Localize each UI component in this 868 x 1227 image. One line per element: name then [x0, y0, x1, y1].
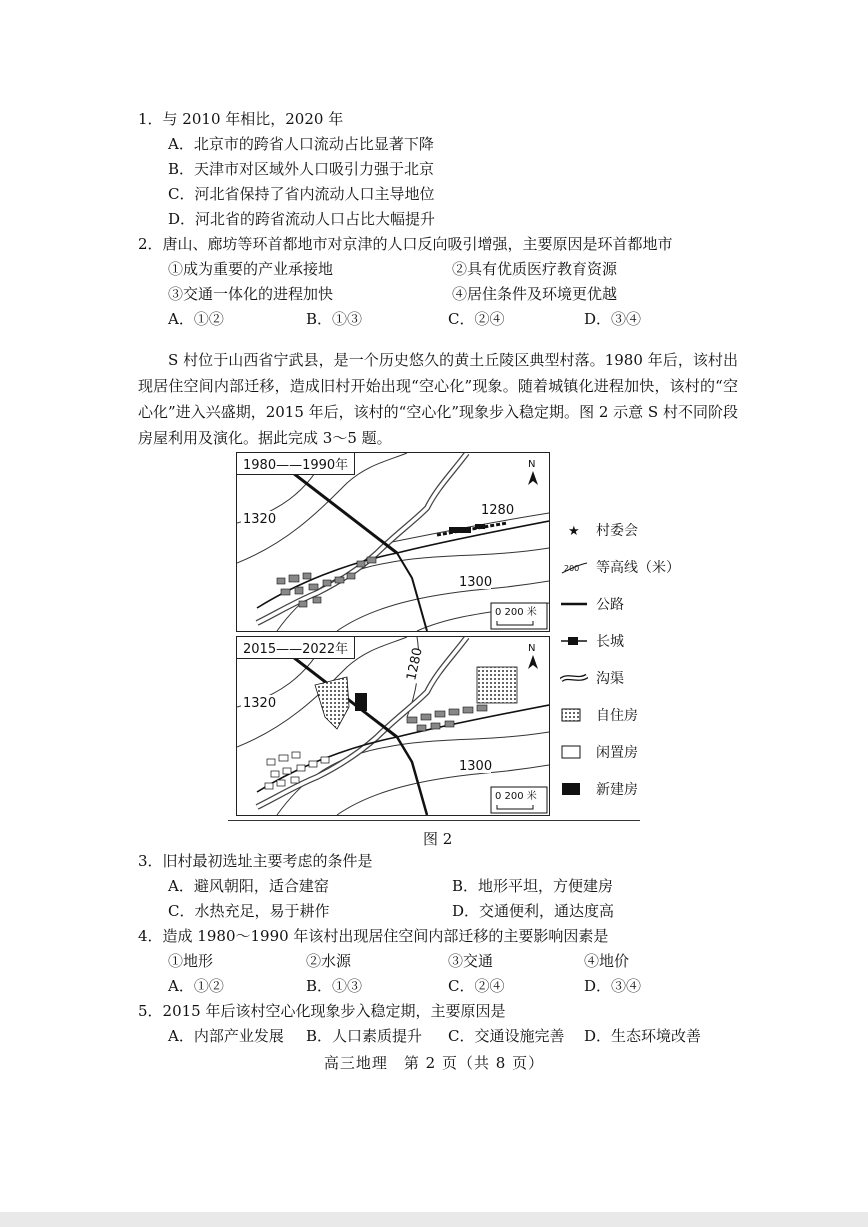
q4-item-1: ①地形 [168, 952, 214, 970]
q1-option-a: A．北京市的跨省人口流动占比显著下降 [168, 135, 434, 153]
new-house-icon [560, 781, 588, 797]
q4-stem: 4．造成 1980～1990 年该村出现居住空间内部迁移的主要影响因素是 [138, 927, 609, 945]
scan-edge [0, 1212, 868, 1227]
q2-option-a: A．①② [168, 310, 224, 328]
map1-period-label: 1980——1990年 [237, 453, 355, 475]
map2-contour-label-1280: 1280 [404, 646, 426, 682]
map2-scale-text: 0 200 米 [495, 791, 537, 802]
map2-north-label: N [528, 643, 536, 654]
q2-option-c: C．②④ [448, 310, 505, 328]
q3-option-a: A．避风朝阳，适合建窑 [168, 877, 329, 895]
q4-option-a: A．①② [168, 977, 224, 995]
q2-option-b: B．①③ [306, 310, 363, 328]
great-wall-icon [560, 633, 588, 649]
page-footer: 高三地理 第 2 页（共 8 页） [323, 1054, 545, 1072]
figure-caption: 图 2 [423, 830, 453, 848]
map2-period-label: 2015——2022年 [237, 637, 355, 659]
q3-option-d: D．交通便利，通达度高 [452, 902, 615, 920]
self-occupied-house-icon [560, 707, 588, 723]
idle-house-icon [560, 744, 588, 760]
star-icon [560, 522, 588, 538]
map1-scale-text: 0 200 米 [495, 607, 537, 618]
q5-option-b: B．人口素质提升 [306, 1027, 423, 1045]
q4-option-d: D．③④ [584, 977, 642, 995]
q5-stem: 5．2015 年后该村空心化现象步入稳定期，主要原因是 [138, 1002, 506, 1020]
q4-item-2: ②水源 [306, 952, 352, 970]
q1-option-b: B．天津市对区域外人口吸引力强于北京 [168, 160, 435, 178]
q5-option-d: D．生态环境改善 [584, 1027, 702, 1045]
q2-option-d: D．③④ [584, 310, 642, 328]
map1-north-label: N [528, 459, 536, 470]
q4-item-3: ③交通 [448, 952, 494, 970]
map-1980-1990 [236, 452, 550, 632]
q4-option-b: B．①③ [306, 977, 363, 995]
road-icon [560, 596, 588, 612]
q5-option-c: C．交通设施完善 [448, 1027, 565, 1045]
map-2015-2022-drawing [237, 637, 549, 815]
q1-option-c: C．河北省保持了省内流动人口主导地位 [168, 185, 435, 203]
map-2015-2022 [236, 636, 550, 816]
ditch-icon [560, 670, 588, 686]
q3-option-c: C．水热充足，易于耕作 [168, 902, 330, 920]
passage: S 村位于山西省宁武县，是一个历史悠久的黄土丘陵区典型村落。1980 年后，该村出现居住空间内部迁移，造成旧村开始出现“空心化”现象。随着城镇化进程加快，该村的“空心化”进入兴盛期，2015 年后，该村的“空心化”现象步入稳定期。图 2 示意 S 村不同阶段房屋利用及演化。据此完成 3～5 题。 [138, 351, 738, 447]
q3-stem: 3．旧村最初选址主要考虑的条件是 [138, 852, 373, 870]
north-arrow-icon [528, 459, 538, 485]
svg-text:★: ★ [568, 524, 580, 538]
map-1980-1990-drawing [237, 453, 549, 631]
map1-contour-label-1280: 1280 [481, 503, 515, 518]
q3-option-b: B．地形平坦，方便建房 [452, 877, 614, 895]
map2-contour-label-1320: 1320 [243, 696, 277, 711]
q2-item-1: ①成为重要的产业承接地 [168, 260, 334, 278]
q2-item-2: ②具有优质医疗教育资源 [452, 260, 618, 278]
svg-text:200: 200 [564, 564, 580, 573]
q4-option-c: C．②④ [448, 977, 505, 995]
q2-item-4: ④居住条件及环境更优越 [452, 285, 618, 303]
q1-stem: 1．与 2010 年相比，2020 年 [138, 110, 344, 128]
q2-stem: 2．唐山、廊坊等环首都地市对京津的人口反向吸引增强，主要原因是环首都地市 [138, 235, 673, 253]
map2-contour-label-1300: 1300 [459, 759, 493, 774]
north-arrow-icon [528, 643, 538, 669]
map1-contour-label-1320: 1320 [243, 512, 277, 527]
q4-item-4: ④地价 [584, 952, 630, 970]
figure-rule [228, 820, 640, 821]
q5-option-a: A．内部产业发展 [168, 1027, 284, 1045]
q1-option-d: D．河北省的跨省流动人口占比大幅提升 [168, 210, 436, 228]
map1-contour-label-1300: 1300 [459, 575, 493, 590]
q2-item-3: ③交通一体化的进程加快 [168, 285, 334, 303]
contour-icon [560, 559, 588, 575]
